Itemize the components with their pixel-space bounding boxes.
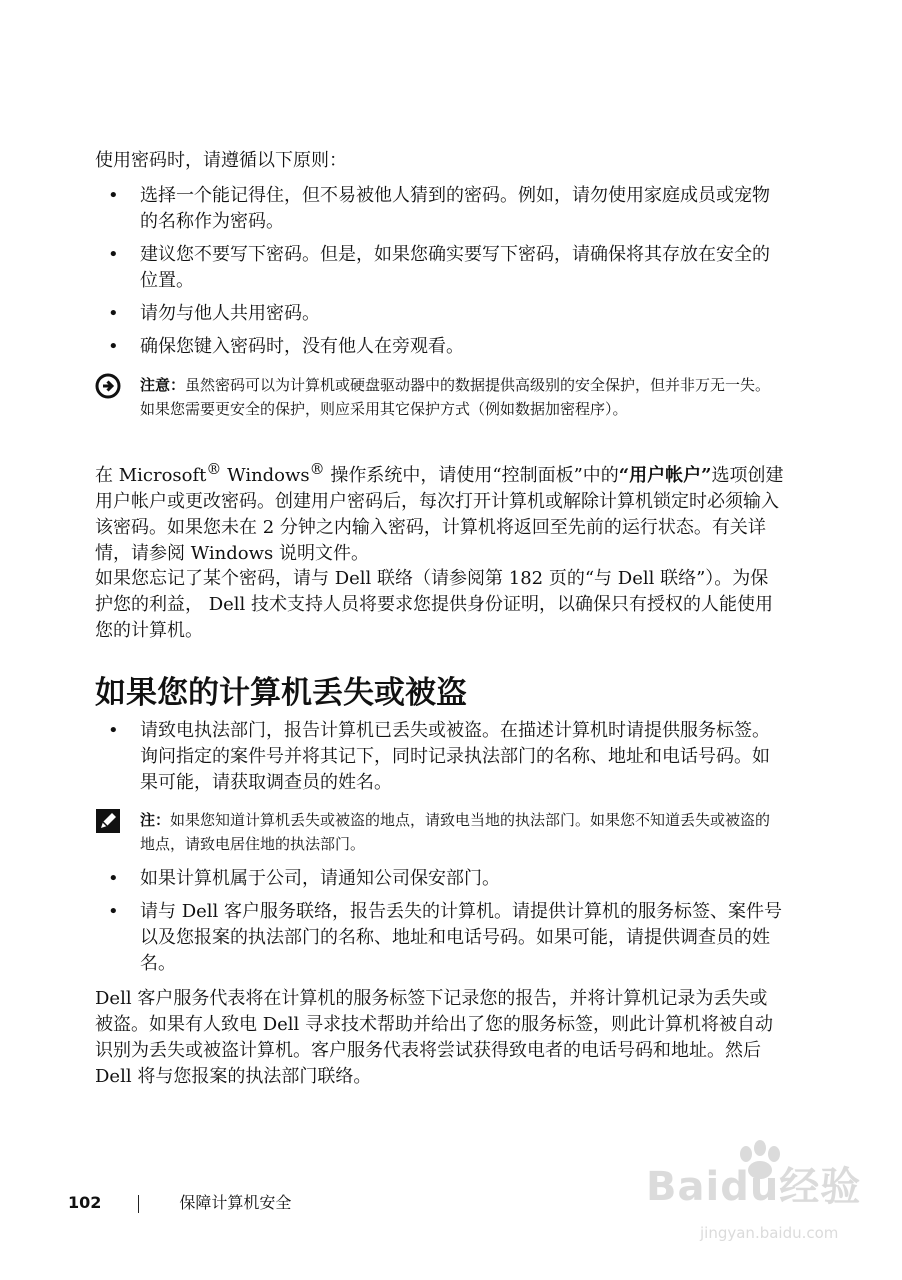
list-item: • 请致电执法部门，报告计算机已丢失或被盗。在描述计算机时请提供服务标签。询问指定的案件号并将其记下，同时记录执法部门的名称、地址和电话号码。如果可能，请获取调查员的姓名。 [108, 720, 770, 793]
note-text: 如果您知道计算机丢失或被盗的地点，请致电当地的执法部门。如果您不知道丢失或被盗的地点，请致电居住地的执法部门。 [140, 811, 771, 853]
watermark-logo-text: Baidu经验 [646, 1164, 862, 1210]
bullet-icon: • [108, 244, 119, 265]
lost-steps-list [95, 718, 785, 803]
bullet-icon: • [108, 868, 119, 889]
bullet-icon: • [108, 185, 119, 206]
bullet-icon: • [108, 303, 119, 324]
note-pencil-icon [95, 808, 121, 834]
list-item: • 选择一个能记得住，但不易被他人猜到的密码。例如，请勿使用家庭成员或宠物的名称作为密码。 [108, 185, 770, 232]
notice-label: 注意： [140, 376, 186, 394]
note-label: 注： [140, 811, 171, 829]
notice-arrow-icon [95, 373, 121, 399]
note-callout [95, 808, 785, 856]
dell-service-paragraph: Dell 客户服务代表将在计算机的服务标签下记录您的报告，并将计算机记录为丢失或被盗。如果有人致电 Dell 寻求技术帮助并给出了您的服务标签，则此计算机将被自动识别为丢失或被盗计算机。客户服务代表将尝试获得致电者的电话号码和地址。然后 Dell 将与您报案的执法部门联络。 [95, 988, 774, 1087]
bullet-icon: • [108, 336, 119, 357]
page-footer [68, 1192, 291, 1214]
list-item: • 建议您不要写下密码。但是，如果您确实要写下密码，请确保将其存放在安全的位置。 [108, 244, 770, 291]
notice-body [140, 373, 785, 421]
bullet-icon: • [108, 720, 119, 741]
section-heading: 如果您的计算机丢失或被盗 [95, 675, 467, 711]
list-item: • 如果计算机属于公司，请通知公司保安部门。 [95, 866, 785, 892]
password-rules-list [95, 183, 785, 367]
password-intro: 使用密码时，请遵循以下原则： [95, 150, 347, 171]
page-number: 102 [68, 1193, 102, 1212]
list-item: • 请与 Dell 客户服务联络，报告丢失的计算机。请提供计算机的服务标签、案件号以及您报案的执法部门的名称、地址和电话号码。如果可能，请提供调查员的姓名。 [108, 901, 783, 974]
baidu-watermark [640, 1140, 875, 1260]
list-item: • 请勿与他人共用密码。 [95, 301, 785, 327]
note-body [140, 808, 785, 856]
notice-callout [95, 373, 785, 421]
list-item: • 确保您键入密码时，没有他人在旁观看。 [95, 334, 785, 360]
watermark-url: jingyan.baidu.com [700, 1224, 839, 1242]
footer-divider [138, 1195, 139, 1213]
user-accounts-label: “用户帐户” [618, 465, 712, 486]
windows-password-paragraph: 在 Microsoft® Windows® 操作系统中，请使用“控制面板”中的“用户帐户”选项创建用户帐户或更改密码。创建用户密码后，每次打开计算机或解除计算机锁定时必须输入该密码。如果您未在 2 分钟之内输入密码，计算机将返回至先前的运行状态。有关详情，请参阅 Windows 说明文件。 [95, 460, 784, 564]
forgot-password-paragraph: 如果您忘记了某个密码，请与 Dell 联络（请参阅第 182 页的“与 Dell 联络”）。为保护您的利益， Dell 技术支持人员将要求您提供身份证明，以确保只有授权的人能使用您的计算机。 [95, 568, 774, 641]
lost-steps-list-2 [95, 866, 785, 984]
notice-text: 虽然密码可以为计算机或硬盘驱动器中的数据提供高级别的安全保护，但并非万无一失。如果您需要更安全的保护，则应采用其它保护方式（例如数据加密程序）。 [140, 376, 771, 418]
footer-section-title: 保障计算机安全 [179, 1193, 292, 1212]
bullet-icon: • [108, 901, 119, 922]
